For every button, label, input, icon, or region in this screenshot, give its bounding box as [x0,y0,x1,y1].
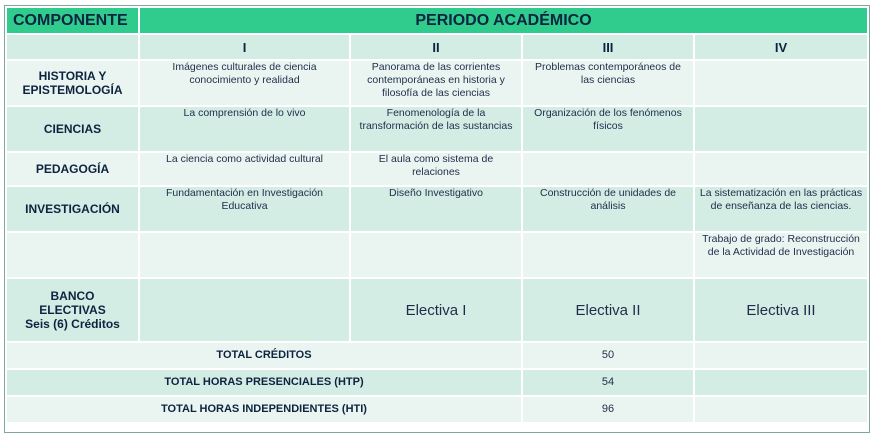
course-cell [695,153,867,185]
course-cell: Fenomenología de la transformación de las sustancias [351,107,521,151]
total-hti-value: 96 [523,397,693,422]
row-label-grado [7,233,138,277]
electiva-cell [140,279,349,341]
curriculum-table [5,6,869,424]
course-cell: Trabajo de grado: Reconstrucción de la Actividad de Investigación [695,233,867,277]
total-htp-label: TOTAL HORAS PRESENCIALES (HTP) [7,370,521,395]
row-label-investigacion: INVESTIGACIÓN [7,187,138,231]
blank-cell [695,370,867,395]
row-label-ciencias: CIENCIAS [7,107,138,151]
course-cell [523,153,693,185]
row-label-historia: HISTORIA Y EPISTEMOLOGÍA [7,61,138,105]
electivas-label-line3: Seis (6) Créditos [25,317,120,331]
electiva-cell: Electiva I [351,279,521,341]
electivas-label-line2: ELECTIVAS [39,303,106,317]
course-cell: La sistematización en las prácticas de enseñanza de las ciencias. [695,187,867,231]
total-creditos-value: 50 [523,343,693,368]
total-hti-label: TOTAL HORAS INDEPENDIENTES (HTI) [7,397,521,422]
course-cell [695,61,867,105]
course-cell: Panorama de las corrientes contemporáneas en historia y filosofía de las ciencias [351,61,521,105]
period-iv-header: IV [695,35,867,59]
row-label-pedagogia: PEDAGOGÍA [7,153,138,185]
blank-cell [7,35,138,59]
course-cell: Fundamentación en Investigación Educativa [140,187,349,231]
row-label-electivas [7,279,138,341]
electiva-cell: Electiva III [695,279,867,341]
course-cell: Imágenes culturales de ciencia conocimiento y realidad [140,61,349,105]
blank-cell [695,397,867,422]
course-cell: El aula como sistema de relaciones [351,153,521,185]
period-ii-header: II [351,35,521,59]
course-cell: Construcción de unidades de análisis [523,187,693,231]
course-cell: Organización de los fenómenos físicos [523,107,693,151]
course-cell: Diseño Investigativo [351,187,521,231]
period-iii-header: III [523,35,693,59]
electivas-label-line1: BANCO [50,289,95,303]
course-cell: La comprensión de lo vivo [140,107,349,151]
electiva-cell: Electiva II [523,279,693,341]
periodo-header: PERIODO ACADÉMICO [140,8,867,33]
course-cell [140,233,349,277]
course-cell: Problemas contemporáneos de las ciencias [523,61,693,105]
course-cell: La ciencia como actividad cultural [140,153,349,185]
period-i-header: I [140,35,349,59]
course-cell [523,233,693,277]
componente-header: COMPONENTE [7,8,138,33]
total-creditos-label: TOTAL CRÉDITOS [7,343,521,368]
course-cell [351,233,521,277]
total-htp-value: 54 [523,370,693,395]
blank-cell [695,343,867,368]
course-cell [695,107,867,151]
